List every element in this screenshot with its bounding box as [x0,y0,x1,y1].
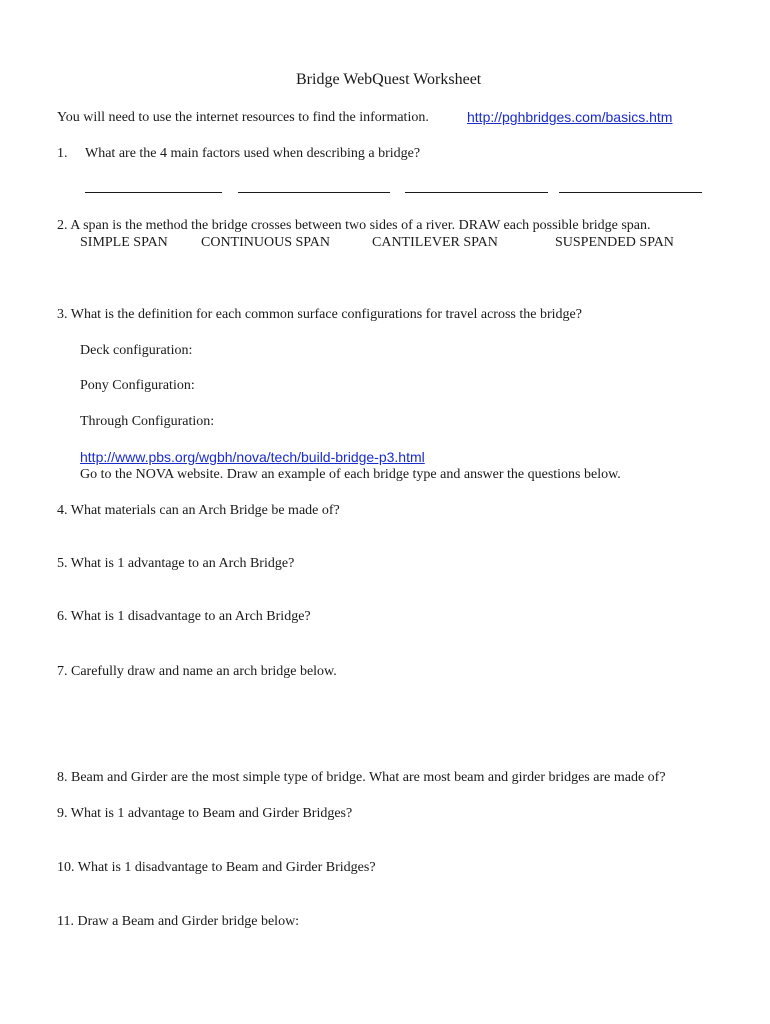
pghbridges-link[interactable]: http://pghbridges.com/basics.htm [467,109,673,125]
q4-text: 4. What materials can an Arch Bridge be made of? [57,503,340,518]
nova-link[interactable]: http://www.pbs.org/wgbh/nova/tech/build-bridge-p3.html [80,449,425,465]
pony-configuration-label: Pony Configuration: [80,378,195,393]
q1-number: 1. [57,146,68,161]
q1-answer-line-2[interactable] [238,192,390,193]
deck-configuration-label: Deck configuration: [80,343,193,358]
q1-answer-line-4[interactable] [559,192,702,193]
q7-text: 7. Carefully draw and name an arch bridge below. [57,664,337,679]
q1-text: What are the 4 main factors used when describing a bridge? [85,146,421,161]
q10-text: 10. What is 1 disadvantage to Beam and Girder Bridges? [57,860,376,875]
q2-text: 2. A span is the method the bridge crosses between two sides of a river. DRAW each possible bridge span. [57,218,651,233]
q1-answer-line-1[interactable] [85,192,222,193]
worksheet-title: Bridge WebQuest Worksheet [296,71,482,88]
q5-text: 5. What is 1 advantage to an Arch Bridge? [57,556,295,571]
span-label-cantilever: CANTILEVER SPAN [372,235,498,250]
q6-text: 6. What is 1 disadvantage to an Arch Bridge? [57,609,311,624]
span-label-simple: SIMPLE SPAN [80,235,168,250]
q1-answer-line-3[interactable] [405,192,548,193]
nova-instructions: Go to the NOVA website. Draw an example of each bridge type and answer the questions below. [80,467,621,482]
q11-text: 11. Draw a Beam and Girder bridge below: [57,914,300,929]
q9-text: 9. What is 1 advantage to Beam and Girder Bridges? [57,806,353,821]
q3-text: 3. What is the definition for each common surface configurations for travel across the bridge? [57,307,582,322]
through-configuration-label: Through Configuration: [80,414,215,429]
span-label-suspended: SUSPENDED SPAN [555,235,674,250]
q8-text: 8. Beam and Girder are the most simple type of bridge. What are most beam and girder bridges are made of? [57,770,666,785]
intro-text: You will need to use the internet resources to find the information. [57,110,429,125]
span-label-continuous: CONTINUOUS SPAN [201,235,331,250]
